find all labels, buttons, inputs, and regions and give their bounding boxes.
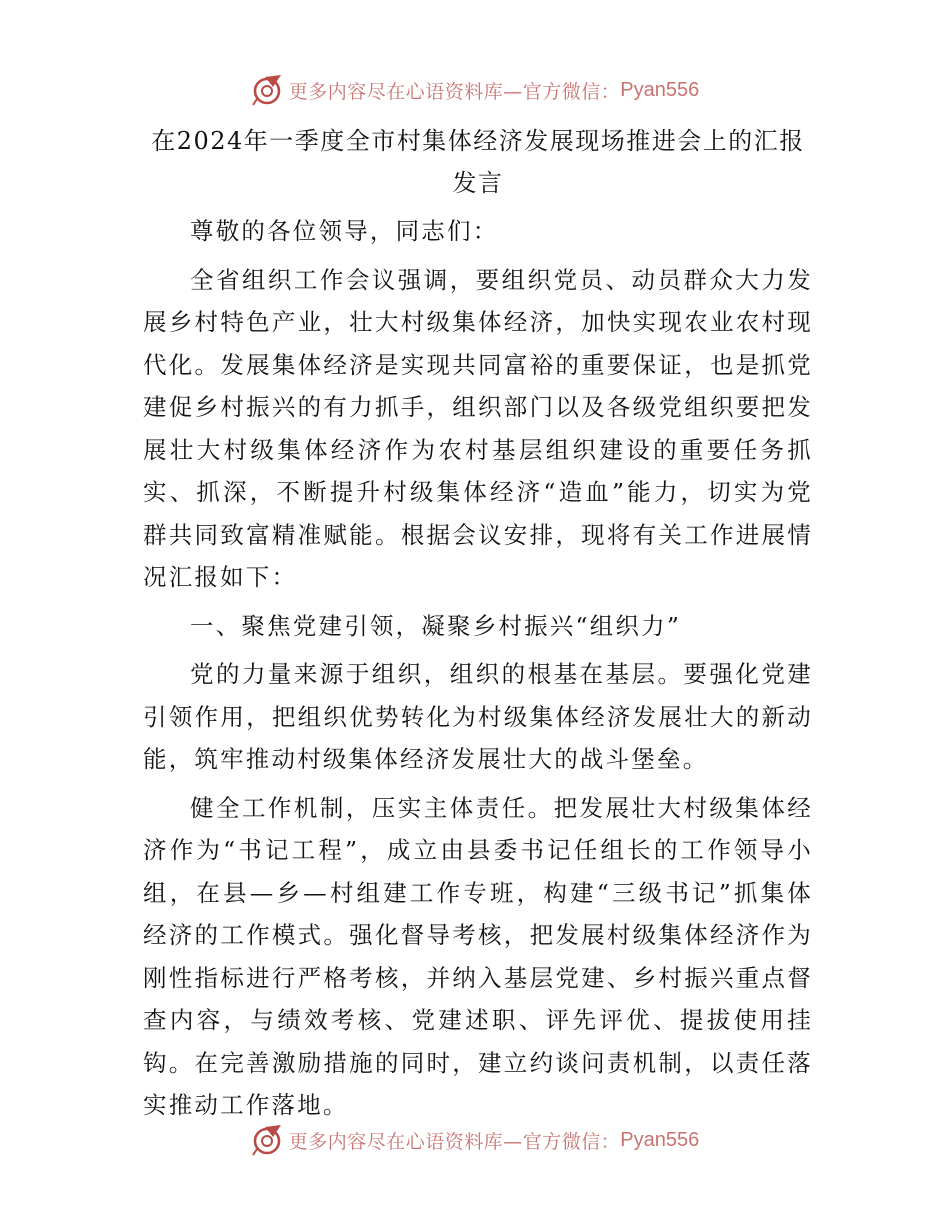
logo-icon [251, 1123, 285, 1157]
paragraph-mechanism: 健全工作机制，压实主体责任。把发展壮大村级集体经济作为“书记工程”，成立由县委书记任组长的工作领导小组，在县—乡—村组建工作专班，构建“三级书记”抓集体经济的工作模式。强化督导考核，把发展村级集体经济作为刚性指标进行严格考核，并纳入基层党建、乡村振兴重点督查内容，与绩效考核、党建述职、评先评优、提拔使用挂钩。在完善激励措施的同时，建立约谈问责机制，以责任落实推动工作落地。 [143, 793, 813, 1119]
watermark-text: 更多内容尽在心语资料库—官方微信： [288, 80, 621, 103]
wechat-id: Pyan556 [620, 1128, 700, 1151]
section-heading-1: 一、聚焦党建引领，凝聚乡村振兴“组织力” [190, 611, 682, 640]
footer-watermark-banner [0, 1120, 950, 1160]
logo-icon [251, 73, 285, 107]
wechat-id: Pyan556 [620, 78, 700, 101]
header-watermark-banner [0, 70, 950, 110]
document-title: 在2024年一季度全市村集体经济发展现场推进会上的汇报发言 [151, 127, 805, 197]
paragraph-section-1: 党的力量来源于组织，组织的根基在基层。要强化党建引领作用，把组织优势转化为村级集体经济发展壮大的新动能，筑牢推动村级集体经济发展壮大的战斗堡垒。 [143, 660, 813, 773]
document-body [143, 120, 813, 1133]
watermark-text: 更多内容尽在心语资料库—官方微信： [288, 1130, 621, 1153]
paragraph-intro: 全省组织工作会议强调，要组织党员、动员群众大力发展乡村特色产业，壮大村级集体经济，加快实现农业农村现代化。发展集体经济是实现共同富裕的重要保证，也是抓党建促乡村振兴的有力抓手，组织部门以及各级党组织要把发展壮大村级集体经济作为农村基层组织建设的重要任务抓实、抓深，不断提升村级集体经济“造血”能力，切实为党群共同致富精准赋能。根据会议安排，现将有关工作进展情况汇报如下： [143, 265, 813, 591]
salutation: 尊敬的各位领导，同志们： [190, 217, 499, 245]
